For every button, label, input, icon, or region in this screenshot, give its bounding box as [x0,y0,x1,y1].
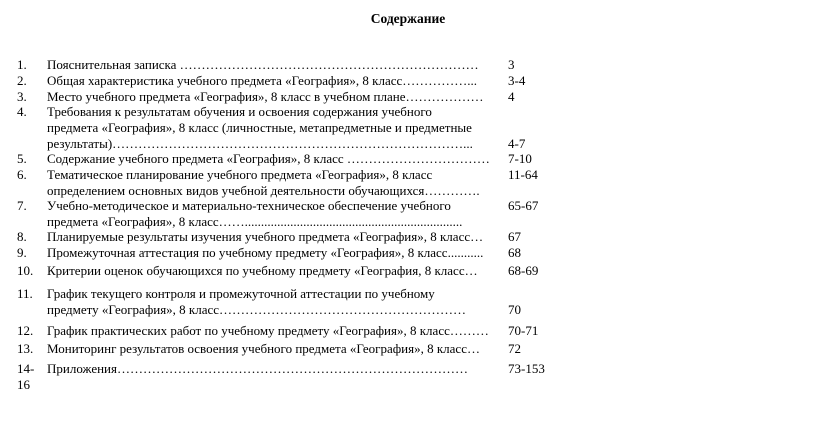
toc-entry-page: 3-4 [508,73,526,88]
toc-entry-number: 1. [17,57,27,72]
toc-entry-title: Тематическое планирование учебного предмета «География», 8 класс определением основных видов учебной деятельности обучающихся…………. [47,167,480,198]
toc-entry-title: Критерии оценок обучающихся по учебному предмету «География, 8 класс… [47,263,478,278]
toc-entry-number: 13. [17,341,34,356]
toc-entry-title: Место учебного предмета «География», 8 класс в учебном плане……………… [47,89,484,104]
toc-entry-number: 6. [17,167,27,182]
toc-entry-page: 68 [508,245,521,260]
toc-entry-page: 3 [508,57,515,72]
toc-entry-number: 12. [17,323,34,338]
toc-entry-page: 70-71 [508,323,539,338]
toc-entry-number: 3. [17,89,27,104]
toc-entry-title: Планируемые результаты изучения учебного предмета «География», 8 класс… [47,229,484,244]
toc-entry-title: Пояснительная записка …………………………………………………………… [47,57,479,72]
document-title: Содержание [370,11,446,26]
toc-entry-page: 70 [508,302,521,317]
toc-entry-title: Приложения……………………………………………………………………… [47,361,468,376]
toc-entry-title: График практических работ по учебному предмету «География», 8 класс……… [47,323,489,338]
toc-entry-number: 10. [17,263,34,278]
toc-entry-title: Мониторинг результатов освоения учебного предмета «География», 8 класс… [47,341,480,356]
toc-entry-number: 8. [17,229,27,244]
toc-entry-page: 72 [508,341,521,356]
toc-entry-number: 7. [17,198,27,213]
toc-entry-number: 5. [17,151,27,166]
toc-entry-number: 11. [17,286,33,301]
toc-entry-page: 7-10 [508,151,532,166]
toc-entry-number: 2. [17,73,27,88]
toc-entry-page: 65-67 [508,198,539,213]
toc-entry-title: График текущего контроля и промежуточной аттестации по учебному предмету «География», 8 класс………………………………………………… [47,286,467,317]
toc-entry-page: 67 [508,229,521,244]
toc-entry-page: 4 [508,89,515,104]
toc-entry-number: 4. [17,104,27,119]
toc-entry-page: 11-64 [508,167,538,182]
toc-entry-title: Содержание учебного предмета «География», 8 класс …………………………… [47,151,490,166]
toc-entry-page: 68-69 [508,263,539,278]
toc-entry-number: 9. [17,245,27,260]
toc-entry-number: 14- 16 [17,361,35,392]
toc-entry-title: Промежуточная аттестация по учебному предмету «География», 8 класс........... [47,245,484,260]
toc-entry-title: Требования к результатам обучения и освоения содержания учебного предмета «География», 8 класс (личностные, метапредметные и предметные результаты)………………………………………………………………………... [47,104,473,151]
toc-entry-page: 4-7 [508,136,526,151]
toc-entry-title: Общая характеристика учебного предмета «География», 8 класс……………... [47,73,478,88]
toc-entry-page: 73-153 [508,361,545,376]
toc-entry-title: Учебно-методическое и материально-техническое обеспечение учебного предмета «География», 8 класс……................................................................... [47,198,463,229]
